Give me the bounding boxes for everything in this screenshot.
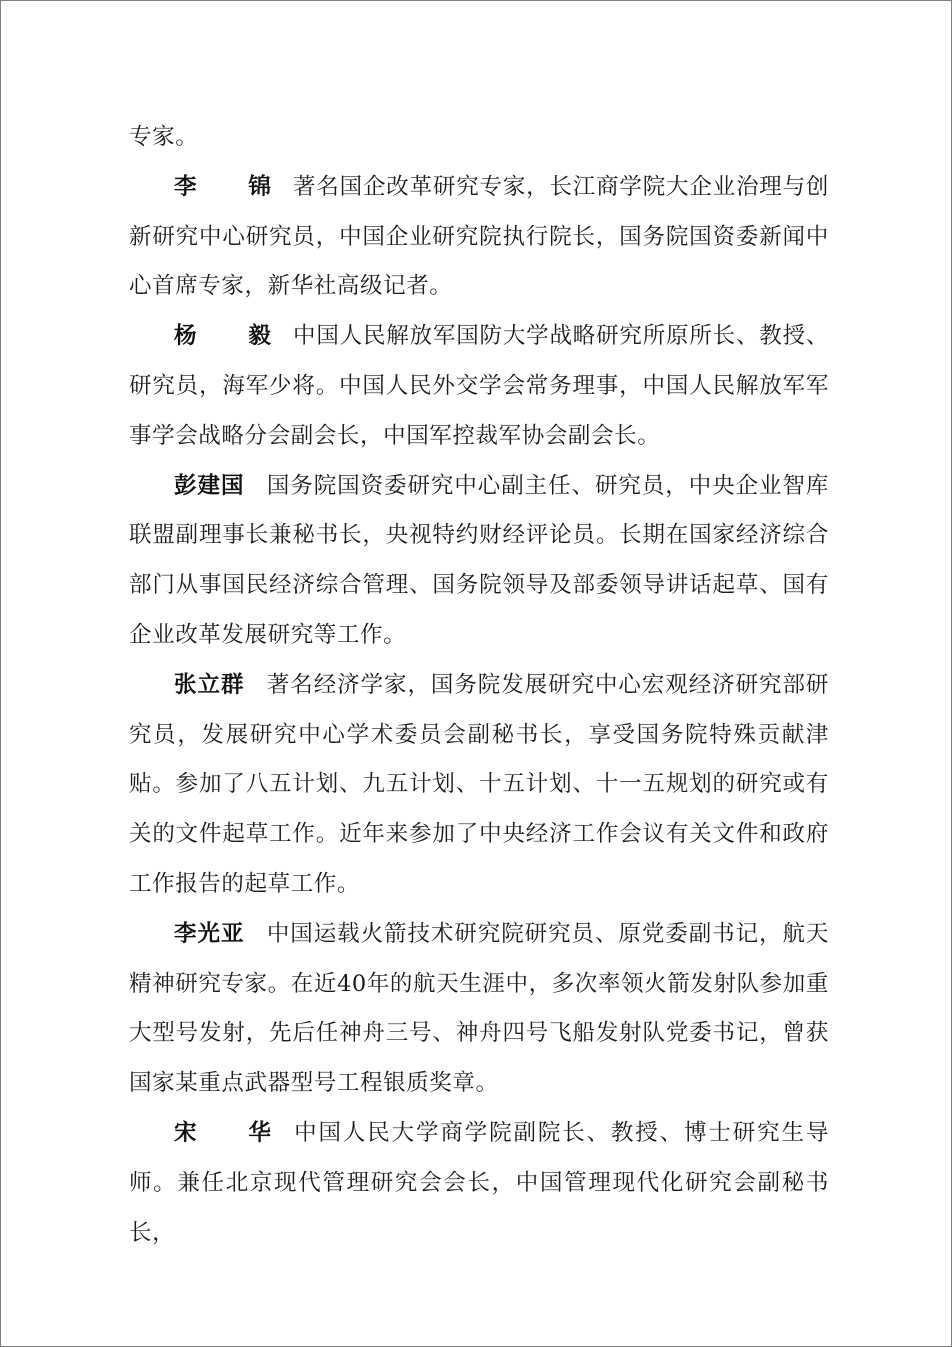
document-body [129,113,829,1258]
bio-text: 中国人民解放军国防大学战略研究所原所长、教授、研究员，海军少将。中国人民外交学会常务理事，中国人民解放军军事学会战略分会副会长，中国军控裁军协会副会长。 [129,323,829,449]
bio-entry-yang-yi [129,312,829,461]
bio-text: 著名国企改革研究专家，长江商学院大企业治理与创新研究中心研究员，中国企业研究院执行院长，国务院国资委新闻中心首席专家，新华社高级记者。 [129,173,829,300]
bio-name: 彭建国 [174,472,245,499]
bio-name: 张立群 [174,671,245,698]
bio-entry-song-hua [129,1109,829,1258]
bio-name: 杨 毅 [174,323,293,350]
bio-name: 李 锦 [174,173,293,200]
intro-fragment: 专家。 [129,124,199,150]
bio-entry-li-guangya [129,910,829,1109]
bio-text: 国务院国资委研究中心副主任、研究员，中央企业智库联盟副理事长兼秘书长，央视特约财经评论员。长期在国家经济综合部门从事国民经济综合管理、国务院领导及部委领导讲话起草、国有企业改革发展研究等工作。 [129,472,829,648]
bio-text: 中国人民大学商学院副院长、教授、博士研究生导师。兼任北京现代管理研究会会长，中国管理现代化研究会副秘书长， [129,1119,829,1246]
bio-name: 李光亚 [174,920,245,947]
bio-name: 宋 华 [174,1119,293,1146]
bio-text: 中国运载火箭技术研究院研究员、原党委副书记，航天精神研究专家。在近40年的航天生涯中，多次率领火箭发射队参加重大型号发射，先后任神舟三号、神舟四号飞船发射队党委书记，曾获国家某重点武器型号工程银质奖章。 [129,920,829,1097]
bio-entry-zhang-liqun [129,661,829,910]
bio-text: 著名经济学家，国务院发展研究中心宏观经济研究部研究员，发展研究中心学术委员会副秘书长，享受国务院特殊贡献津贴。参加了八五计划、九五计划、十五计划、十一五规划的研究或有关的文件起草工作。近年来参加了中央经济工作会议有关文件和政府工作报告的起草工作。 [129,671,829,897]
bio-entry-li-jin [129,163,829,312]
bio-entry-peng-jianguo [129,462,829,661]
